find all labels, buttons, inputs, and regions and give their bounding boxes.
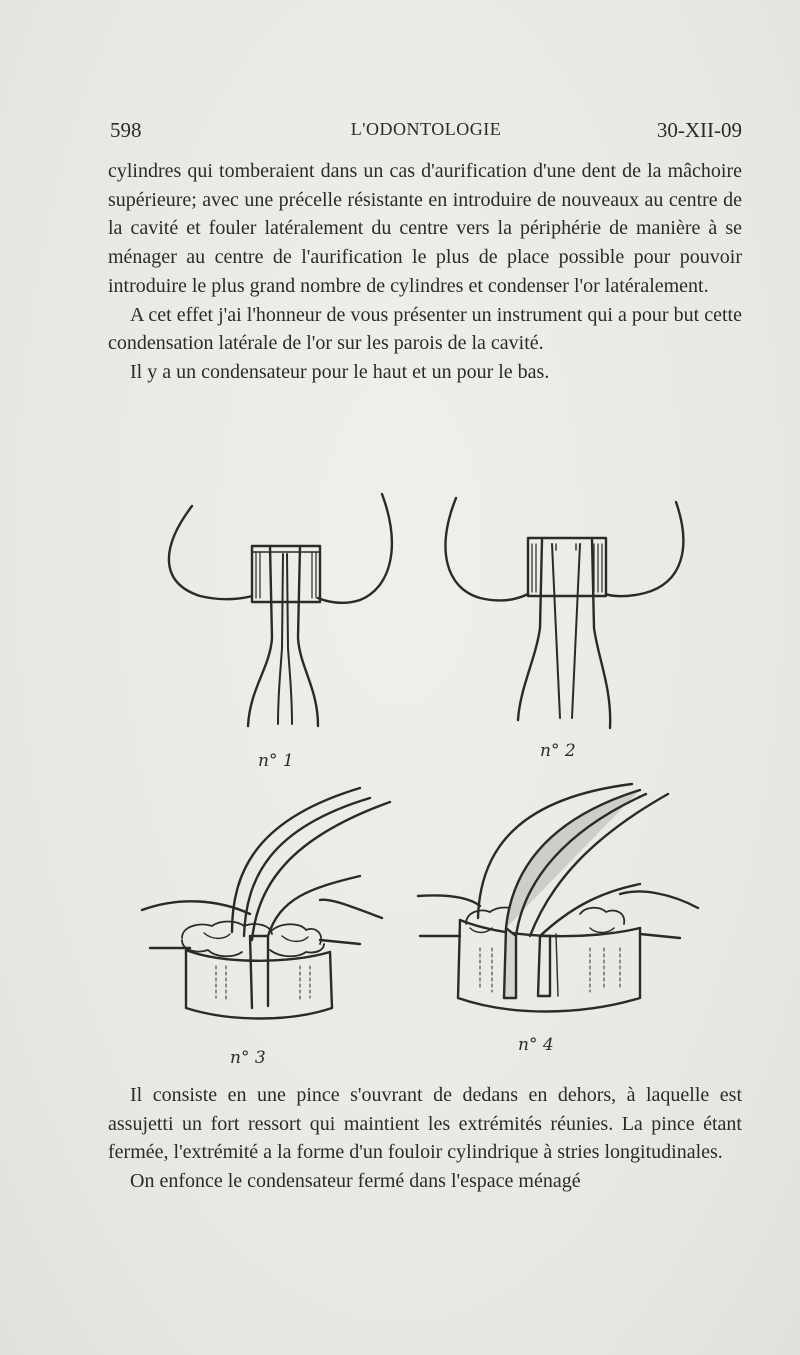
issue-date: 30-XII-09 bbox=[656, 118, 742, 142]
figure-1-label: n° 1 bbox=[258, 751, 294, 771]
figure-1-condenser-upper bbox=[169, 494, 392, 771]
body-text-top bbox=[108, 157, 742, 387]
figure-3-label: n° 3 bbox=[230, 1048, 266, 1068]
paragraph: cylindres qui tomberaient dans un cas d'aurification d'une dent de la mâchoire supérieure; avec une précelle résistante en introduire de nouveaux au centre de la cavité et fouler latéralement du centre vers la périphérie de manière à se ménager au centre de l'aurification le plus de place possible pour pouvoir introduire le plus grand nombre de cylindres et condenser l'or latéralement. bbox=[108, 160, 742, 297]
figure-plate bbox=[120, 488, 720, 1078]
body-text-bottom bbox=[108, 1081, 742, 1196]
paragraph: A cet effet j'ai l'honneur de vous présenter un instrument qui a pour but cette condensation latérale de l'or sur les parois de la cavité. bbox=[108, 303, 742, 355]
running-head bbox=[110, 118, 742, 148]
figure-2-condenser-lower bbox=[446, 498, 684, 761]
paragraph: Il y a un condensateur pour le haut et un pour le bas. bbox=[130, 360, 550, 383]
figure-3-tooth-cylinders bbox=[142, 788, 390, 1068]
paragraph: On enfonce le condensateur fermé dans l'espace ménagé bbox=[130, 1170, 581, 1193]
figure-2-label: n° 2 bbox=[540, 741, 576, 761]
journal-title: L'ODONTOLOGIE bbox=[350, 119, 502, 139]
figure-4-tooth-open-condenser bbox=[418, 784, 698, 1055]
figure-4-label: n° 4 bbox=[518, 1035, 554, 1055]
page-number: 598 bbox=[110, 118, 142, 142]
paragraph: Il consiste en une pince s'ouvrant de dedans en dehors, à laquelle est assujetti un fort ressort qui maintient les extrémités réunies. La pince étant fermée, l'extrémité a la forme d'un fouloir cylindrique à stries longitudinales. bbox=[108, 1084, 742, 1164]
